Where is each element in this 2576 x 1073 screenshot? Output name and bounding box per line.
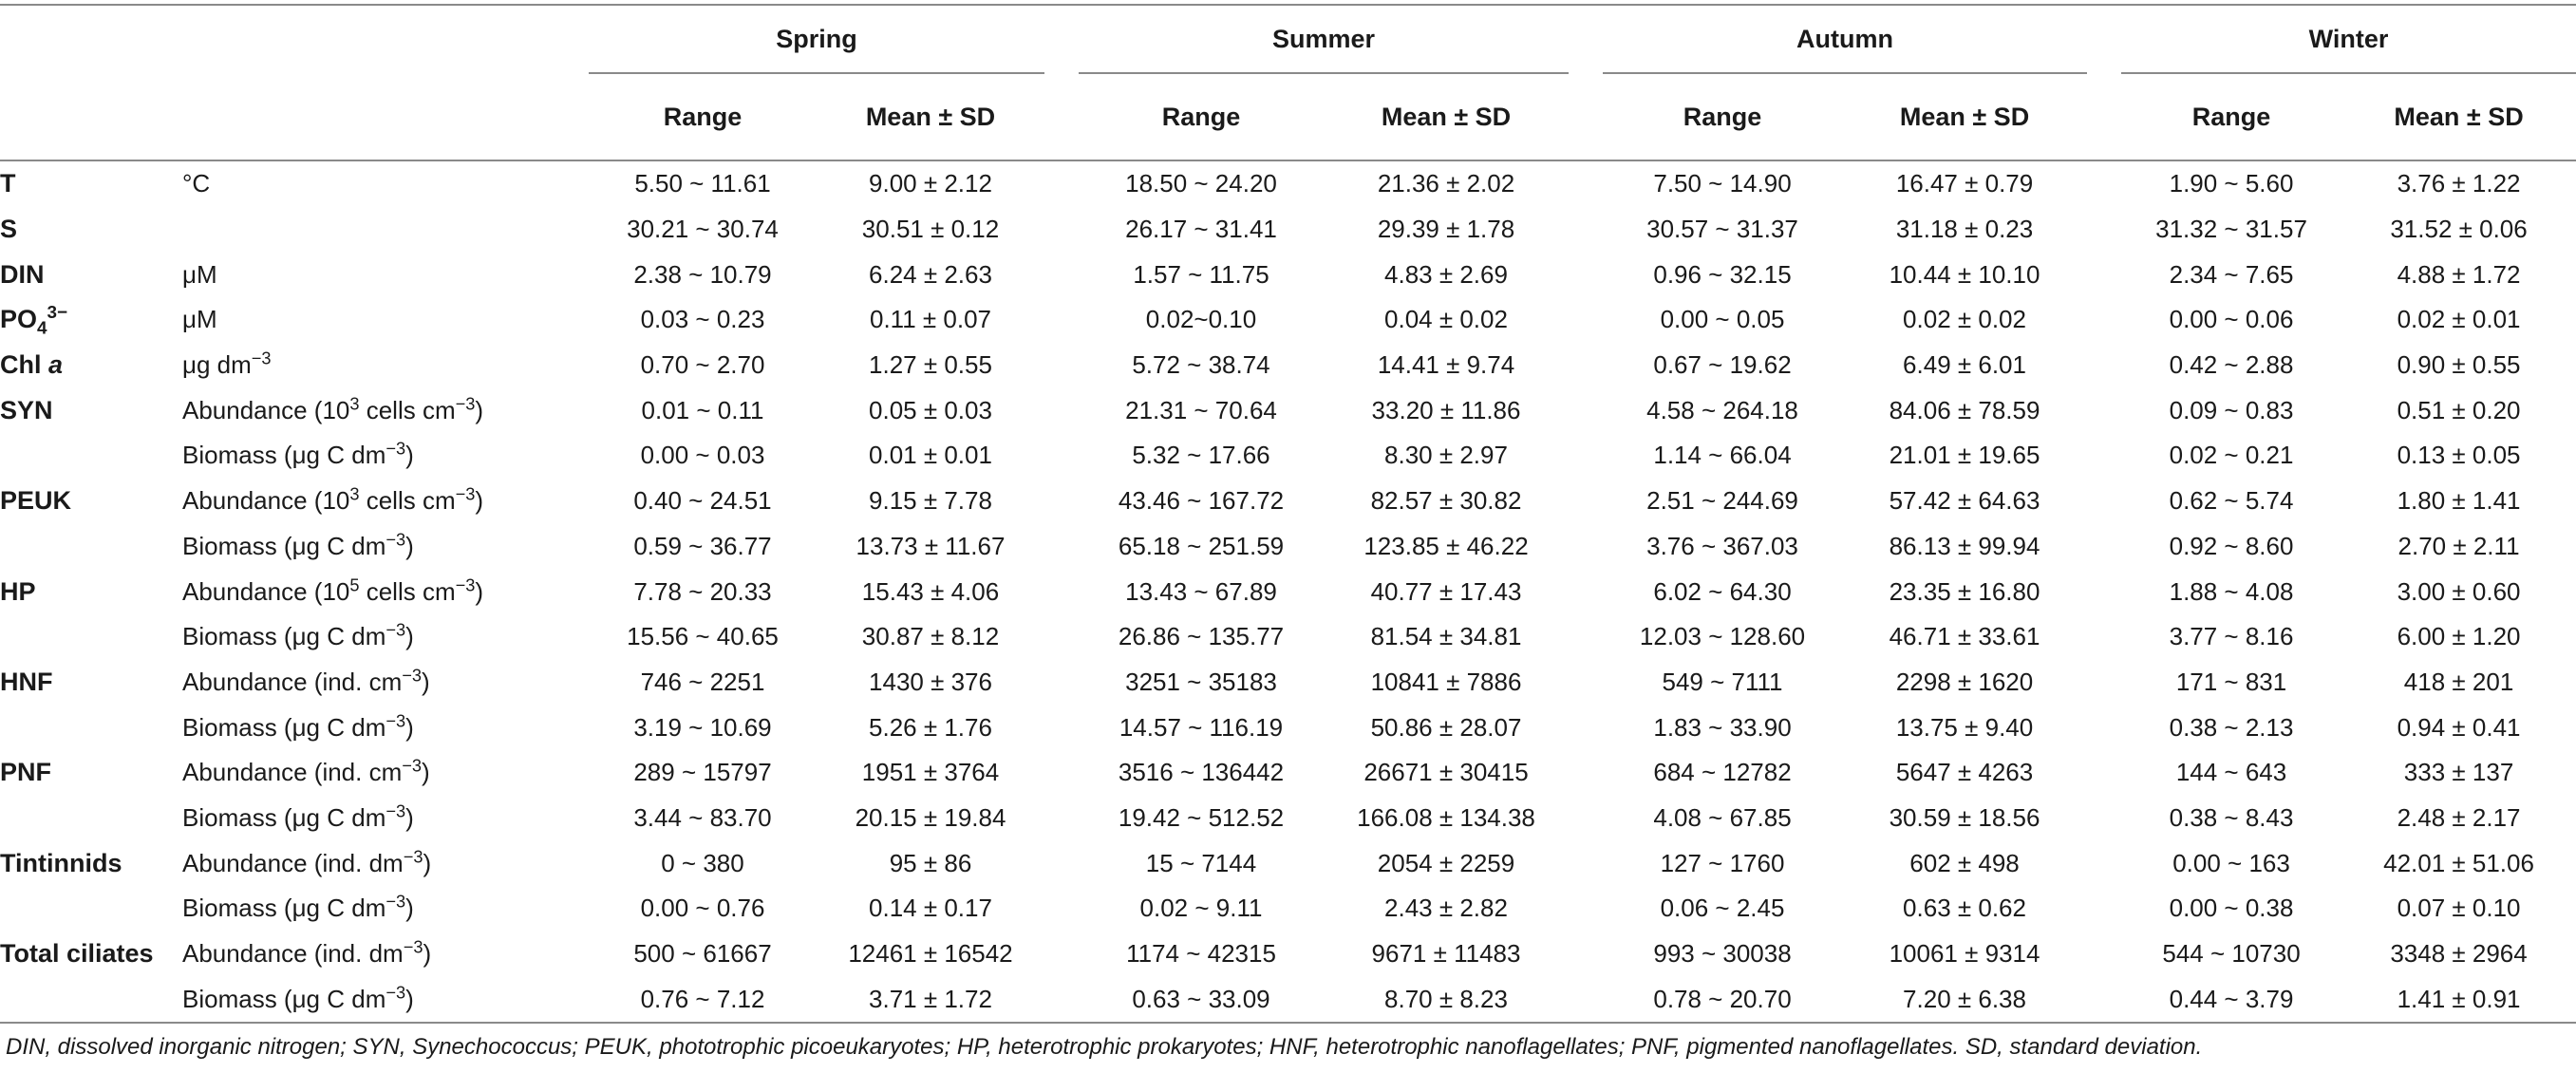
season-autumn: Autumn <box>1603 5 2087 73</box>
parameter-cell <box>0 976 182 1023</box>
mean-cell: 0.07 ± 0.10 <box>2397 894 2521 923</box>
table-row <box>0 614 2576 660</box>
mean-cell: 31.52 ± 0.06 <box>2390 215 2528 244</box>
table-row <box>0 160 2576 207</box>
unit-cell: Abundance ($10^3$ cells $cm^{-3}$) <box>182 394 484 424</box>
mean-cell: 1951 ± 3764 <box>861 758 1000 787</box>
range-cell: 0.00 ~ 0.38 <box>2169 894 2294 923</box>
range-cell: 2.34 ~ 7.65 <box>2169 259 2294 289</box>
range-cell: 549 ~ 7111 <box>1662 667 1783 696</box>
range-cell: 0.76 ~ 7.12 <box>640 984 765 1013</box>
range-cell: 2.38 ~ 10.79 <box>633 259 772 289</box>
mean-cell: 10061 ± 9314 <box>1889 939 2040 969</box>
range-cell: 0.63 ~ 33.09 <box>1132 984 1270 1013</box>
range-cell: 0.00 ~ 163 <box>2172 848 2290 877</box>
range-cell: 1.90 ~ 5.60 <box>2169 169 2294 198</box>
table-row <box>0 840 2576 886</box>
subheader-row <box>0 73 2576 160</box>
range-cell: 0.06 ~ 2.45 <box>1660 894 1785 923</box>
mean-cell: 3348 ± 2964 <box>2390 939 2528 969</box>
range-header: Range <box>2191 102 2271 131</box>
range-cell: 15.56 ~ 40.65 <box>627 622 779 651</box>
parameter-cell: PNF <box>0 758 51 787</box>
mean-cell: 29.39 ± 1.78 <box>1377 215 1515 244</box>
mean-cell: 4.83 ± 2.69 <box>1384 259 1508 289</box>
mean-cell: 0.11 ± 0.07 <box>870 305 991 334</box>
table-row <box>0 297 2576 343</box>
range-cell: 0.00 ~ 0.03 <box>640 441 765 470</box>
range-cell: 144 ~ 643 <box>2175 758 2287 787</box>
unit-cell: Abundance (ind. $cm^{-3}$) <box>182 756 430 787</box>
range-cell: 500 ~ 61667 <box>633 939 772 969</box>
mean-cell: 7.20 ± 6.38 <box>1903 984 2026 1013</box>
parameter-cell: S <box>0 215 18 244</box>
unit-cell: Biomass (μg C $dm^{-3}$) <box>182 801 414 832</box>
range-cell: 289 ~ 15797 <box>633 758 772 787</box>
parameter-cell: T <box>0 169 16 198</box>
range-cell: 5.50 ~ 11.61 <box>634 169 771 198</box>
unit-cell: Biomass (μg C $dm^{-3}$) <box>182 620 414 651</box>
range-header: Range <box>1161 102 1241 131</box>
mean-cell: 0.94 ± 0.41 <box>2397 712 2521 742</box>
mean-cell: 0.02 ± 0.01 <box>2397 305 2521 334</box>
unit-cell: Abundance (ind. $dm^{-3}$) <box>182 937 432 969</box>
range-cell: 746 ~ 2251 <box>640 667 765 696</box>
mean-cell: 1430 ± 376 <box>869 667 992 696</box>
parameter-cell <box>0 614 182 660</box>
mean-header: Mean ± SD <box>1381 102 1512 131</box>
mean-cell: 20.15 ± 19.84 <box>855 802 1006 832</box>
mean-cell: 2054 ± 2259 <box>1377 848 1515 877</box>
mean-cell: 16.47 ± 0.79 <box>1895 169 2034 198</box>
table-row <box>0 524 2576 570</box>
table-footnote: DIN, dissolved inorganic nitrogen; SYN, Synechococcus; PEUK, phototrophic picoeukaryotes; HP, heterotrophic prokaryotes; HNF, heterotrophic nanoflagellates; PNF, pigmented nanoflagellates. SD, standard deviation. <box>6 1034 2203 1060</box>
range-cell: 12.03 ~ 128.60 <box>1639 622 1806 651</box>
table-row <box>0 252 2576 297</box>
range-cell: 3516 ~ 136442 <box>1118 758 1285 787</box>
mean-cell: 2298 ± 1620 <box>1895 667 2034 696</box>
range-cell: 0.67 ~ 19.62 <box>1653 350 1792 380</box>
mean-cell: 6.49 ± 6.01 <box>1903 350 2026 380</box>
range-cell: 3.77 ~ 8.16 <box>2169 622 2294 651</box>
mean-cell: 30.59 ± 18.56 <box>1889 802 2040 832</box>
table-row <box>0 976 2576 1023</box>
range-header: Range <box>1683 102 1762 131</box>
mean-cell: 13.75 ± 9.40 <box>1895 712 2034 742</box>
mean-cell: 40.77 ± 17.43 <box>1370 576 1522 606</box>
mean-cell: 8.70 ± 8.23 <box>1384 984 1508 1013</box>
mean-cell: 123.85 ± 46.22 <box>1363 531 1529 560</box>
range-cell: 15 ~ 7144 <box>1145 848 1257 877</box>
table-row <box>0 705 2576 750</box>
range-cell: 1.88 ~ 4.08 <box>2169 576 2294 606</box>
mean-cell: 5647 ± 4263 <box>1895 758 2034 787</box>
range-cell: 544 ~ 10730 <box>2162 939 2301 969</box>
range-cell: 19.42 ~ 512.52 <box>1118 802 1285 832</box>
mean-cell: 2.43 ± 2.82 <box>1384 894 1508 923</box>
range-cell: 0.00 ~ 0.76 <box>640 894 765 923</box>
mean-cell: 21.36 ± 2.02 <box>1377 169 1515 198</box>
mean-cell: 10.44 ± 10.10 <box>1889 259 2040 289</box>
range-cell: 0.92 ~ 8.60 <box>2169 531 2294 560</box>
mean-cell: 5.26 ± 1.76 <box>869 712 992 742</box>
mean-cell: 30.51 ± 0.12 <box>861 215 1000 244</box>
table-row <box>0 932 2576 977</box>
table-row <box>0 886 2576 932</box>
range-cell: 0.38 ~ 8.43 <box>2169 802 2294 832</box>
range-cell: 30.57 ~ 31.37 <box>1646 215 1798 244</box>
range-cell: 0.42 ~ 2.88 <box>2169 350 2294 380</box>
range-cell: 3.19 ~ 10.69 <box>633 712 772 742</box>
range-cell: 0.00 ~ 0.06 <box>2169 305 2294 334</box>
parameter-cell <box>0 796 182 841</box>
mean-cell: 95 ± 86 <box>889 848 972 877</box>
range-cell: 0.02 ~ 0.21 <box>2169 441 2294 470</box>
range-cell: 3.44 ~ 83.70 <box>633 802 772 832</box>
parameter-cell <box>0 524 182 570</box>
mean-cell: 1.27 ± 0.55 <box>869 350 992 380</box>
mean-cell: 26671 ± 30415 <box>1363 758 1529 787</box>
mean-cell: 50.86 ± 28.07 <box>1370 712 1522 742</box>
range-cell: 993 ~ 30038 <box>1653 939 1792 969</box>
parameter-cell <box>0 433 182 479</box>
mean-cell: 21.01 ± 19.65 <box>1889 441 2040 470</box>
mean-cell: 8.30 ± 2.97 <box>1384 441 1508 470</box>
table-row <box>0 387 2576 433</box>
unit-cell: Biomass (μg C $dm^{-3}$) <box>182 710 414 742</box>
parameter-cell: SYN <box>0 395 53 424</box>
mean-cell: 0.63 ± 0.62 <box>1903 894 2026 923</box>
parameter-cell: Total ciliates <box>0 939 154 969</box>
mean-cell: 418 ± 201 <box>2403 667 2514 696</box>
unit-cell: μg $dm^{-3}$ <box>182 348 272 380</box>
range-cell: 0.96 ~ 32.15 <box>1653 259 1792 289</box>
parameter-cell: PEUK <box>0 486 72 516</box>
parameter-cell: DIN <box>0 259 45 289</box>
range-cell: 5.72 ~ 38.74 <box>1132 350 1270 380</box>
data-table <box>0 4 2576 1024</box>
mean-cell: 46.71 ± 33.61 <box>1889 622 2040 651</box>
range-cell: 0.01 ~ 0.11 <box>641 395 764 424</box>
range-cell: 0.59 ~ 36.77 <box>633 531 772 560</box>
range-cell: 14.57 ~ 116.19 <box>1119 712 1284 742</box>
unit-cell: Biomass (μg C $dm^{-3}$) <box>182 983 414 1013</box>
table-row <box>0 343 2576 388</box>
mean-cell: 82.57 ± 30.82 <box>1370 486 1522 516</box>
range-cell: 0.02 ~ 9.11 <box>1139 894 1263 923</box>
mean-cell: 12461 ± 16542 <box>848 939 1013 969</box>
mean-cell: 81.54 ± 34.81 <box>1370 622 1522 651</box>
range-cell: 0.03 ~ 0.23 <box>640 305 765 334</box>
season-summer: Summer <box>1079 5 1569 73</box>
range-cell: 13.43 ~ 67.89 <box>1125 576 1277 606</box>
unit-cell: Abundance (ind. $cm^{-3}$) <box>182 666 430 696</box>
range-cell: 0.00 ~ 0.05 <box>1660 305 1785 334</box>
mean-cell: 31.18 ± 0.23 <box>1895 215 2034 244</box>
mean-cell: 6.00 ± 1.20 <box>2397 622 2521 651</box>
range-cell: 7.78 ~ 20.33 <box>633 576 772 606</box>
mean-cell: 1.41 ± 0.91 <box>2397 984 2521 1013</box>
mean-cell: 4.88 ± 1.72 <box>2397 259 2521 289</box>
table-row <box>0 207 2576 253</box>
range-cell: 0.02~0.10 <box>1145 305 1257 334</box>
season-header-row <box>0 5 2576 73</box>
unit-cell: Abundance ($10^3$ cells $cm^{-3}$) <box>182 484 484 516</box>
unit-cell: Abundance ($10^5$ cells $cm^{-3}$) <box>182 574 484 606</box>
range-cell: 1.83 ~ 33.90 <box>1653 712 1792 742</box>
range-cell: 1.14 ~ 66.04 <box>1653 441 1792 470</box>
range-cell: 26.86 ~ 135.77 <box>1118 622 1285 651</box>
mean-cell: 10841 ± 7886 <box>1370 667 1522 696</box>
mean-cell: 15.43 ± 4.06 <box>861 576 1000 606</box>
mean-cell: 0.51 ± 0.20 <box>2397 395 2521 424</box>
range-cell: 0.38 ~ 2.13 <box>2169 712 2294 742</box>
mean-cell: 84.06 ± 78.59 <box>1889 395 2040 424</box>
table-row <box>0 750 2576 796</box>
range-cell: 30.21 ~ 30.74 <box>627 215 779 244</box>
mean-cell: 9.15 ± 7.78 <box>869 486 992 516</box>
mean-cell: 602 ± 498 <box>1909 848 2020 877</box>
mean-cell: 1.80 ± 1.41 <box>2397 486 2521 516</box>
range-cell: 127 ~ 1760 <box>1660 848 1785 877</box>
mean-header: Mean ± SD <box>2394 102 2524 131</box>
mean-cell: 6.24 ± 2.63 <box>869 259 992 289</box>
mean-cell: 86.13 ± 99.94 <box>1889 531 2040 560</box>
season-winter: Winter <box>2121 5 2576 73</box>
mean-cell: 3.00 ± 0.60 <box>2397 576 2521 606</box>
mean-header: Mean ± SD <box>865 102 996 131</box>
table-body <box>0 160 2576 1023</box>
mean-cell: 23.35 ± 16.80 <box>1889 576 2040 606</box>
table-row <box>0 660 2576 706</box>
range-cell: 0.78 ~ 20.70 <box>1653 984 1792 1013</box>
range-cell: 4.58 ~ 264.18 <box>1646 395 1798 424</box>
range-cell: 171 ~ 831 <box>2175 667 2287 696</box>
mean-cell: 14.41 ± 9.74 <box>1377 350 1515 380</box>
range-cell: 65.18 ~ 251.59 <box>1118 531 1285 560</box>
range-cell: 0.70 ~ 2.70 <box>640 350 765 380</box>
mean-cell: 0.04 ± 0.02 <box>1384 305 1508 334</box>
mean-cell: 57.42 ± 64.63 <box>1889 486 2040 516</box>
unit-cell: Biomass (μg C $dm^{-3}$) <box>182 892 414 923</box>
table-row <box>0 569 2576 614</box>
mean-cell: 333 ± 137 <box>2403 758 2514 787</box>
parameter-cell <box>0 705 182 750</box>
range-header: Range <box>663 102 743 131</box>
range-cell: 21.31 ~ 70.64 <box>1125 395 1277 424</box>
range-cell: 684 ~ 12782 <box>1653 758 1792 787</box>
range-cell: 0.44 ~ 3.79 <box>2169 984 2294 1013</box>
range-cell: 7.50 ~ 14.90 <box>1653 169 1792 198</box>
mean-cell: 0.13 ± 0.05 <box>2397 441 2521 470</box>
unit-cell: °C <box>182 169 211 198</box>
mean-cell: 0.05 ± 0.03 <box>869 395 992 424</box>
range-cell: 43.46 ~ 167.72 <box>1118 486 1285 516</box>
range-cell: 2.51 ~ 244.69 <box>1646 486 1798 516</box>
table-row <box>0 479 2576 524</box>
range-cell: 18.50 ~ 24.20 <box>1125 169 1277 198</box>
mean-cell: 0.90 ± 0.55 <box>2397 350 2521 380</box>
range-cell: 3.76 ~ 367.03 <box>1646 531 1798 560</box>
mean-cell: 166.08 ± 134.38 <box>1357 802 1535 832</box>
range-cell: 0.40 ~ 24.51 <box>633 486 772 516</box>
table-row <box>0 433 2576 479</box>
unit-cell <box>182 207 589 253</box>
range-cell: 3251 ~ 35183 <box>1125 667 1277 696</box>
table-row <box>0 796 2576 841</box>
range-cell: 6.02 ~ 64.30 <box>1653 576 1792 606</box>
parameter-cell: HNF <box>0 667 53 696</box>
mean-cell: 3.71 ± 1.72 <box>869 984 992 1013</box>
parameter-cell: HP <box>0 576 36 606</box>
mean-cell: 9671 ± 11483 <box>1371 939 1521 969</box>
range-cell: 4.08 ~ 67.85 <box>1653 802 1792 832</box>
unit-cell: μM <box>182 305 217 334</box>
parameter-cell: Chl a <box>0 350 64 380</box>
mean-cell: 0.01 ± 0.01 <box>869 441 992 470</box>
unit-cell: Biomass (μg C $dm^{-3}$) <box>182 530 414 560</box>
mean-cell: 0.14 ± 0.17 <box>869 894 992 923</box>
range-cell: 31.32 ~ 31.57 <box>2155 215 2307 244</box>
range-cell: 1.57 ~ 11.75 <box>1133 259 1269 289</box>
mean-cell: 9.00 ± 2.12 <box>869 169 992 198</box>
mean-cell: 3.76 ± 1.22 <box>2397 169 2521 198</box>
mean-cell: 30.87 ± 8.12 <box>861 622 1000 651</box>
unit-cell: Biomass (μg C $dm^{-3}$) <box>182 439 414 470</box>
mean-cell: 2.70 ± 2.11 <box>2397 531 2520 560</box>
parameter-cell: Tintinnids <box>0 848 122 877</box>
mean-cell: 13.73 ± 11.67 <box>856 531 1006 560</box>
mean-cell: 33.20 ± 11.86 <box>1371 395 1521 424</box>
parameter-cell <box>0 886 182 932</box>
mean-cell: 42.01 ± 51.06 <box>2383 848 2534 877</box>
unit-cell: μM <box>182 259 217 289</box>
range-cell: 0.62 ~ 5.74 <box>2169 486 2294 516</box>
range-cell: 26.17 ~ 31.41 <box>1125 215 1277 244</box>
season-spring: Spring <box>589 5 1044 73</box>
range-cell: 1174 ~ 42315 <box>1126 939 1276 969</box>
mean-cell: 2.48 ± 2.17 <box>2397 802 2521 832</box>
mean-cell: 0.02 ± 0.02 <box>1903 305 2026 334</box>
mean-header: Mean ± SD <box>1899 102 2030 131</box>
range-cell: 0 ~ 380 <box>661 848 744 877</box>
unit-cell: Abundance (ind. $dm^{-3}$) <box>182 847 432 877</box>
parameter-cell: $PO_4^{3-}$ <box>0 303 68 339</box>
range-cell: 5.32 ~ 17.66 <box>1132 441 1270 470</box>
range-cell: 0.09 ~ 0.83 <box>2169 395 2294 424</box>
